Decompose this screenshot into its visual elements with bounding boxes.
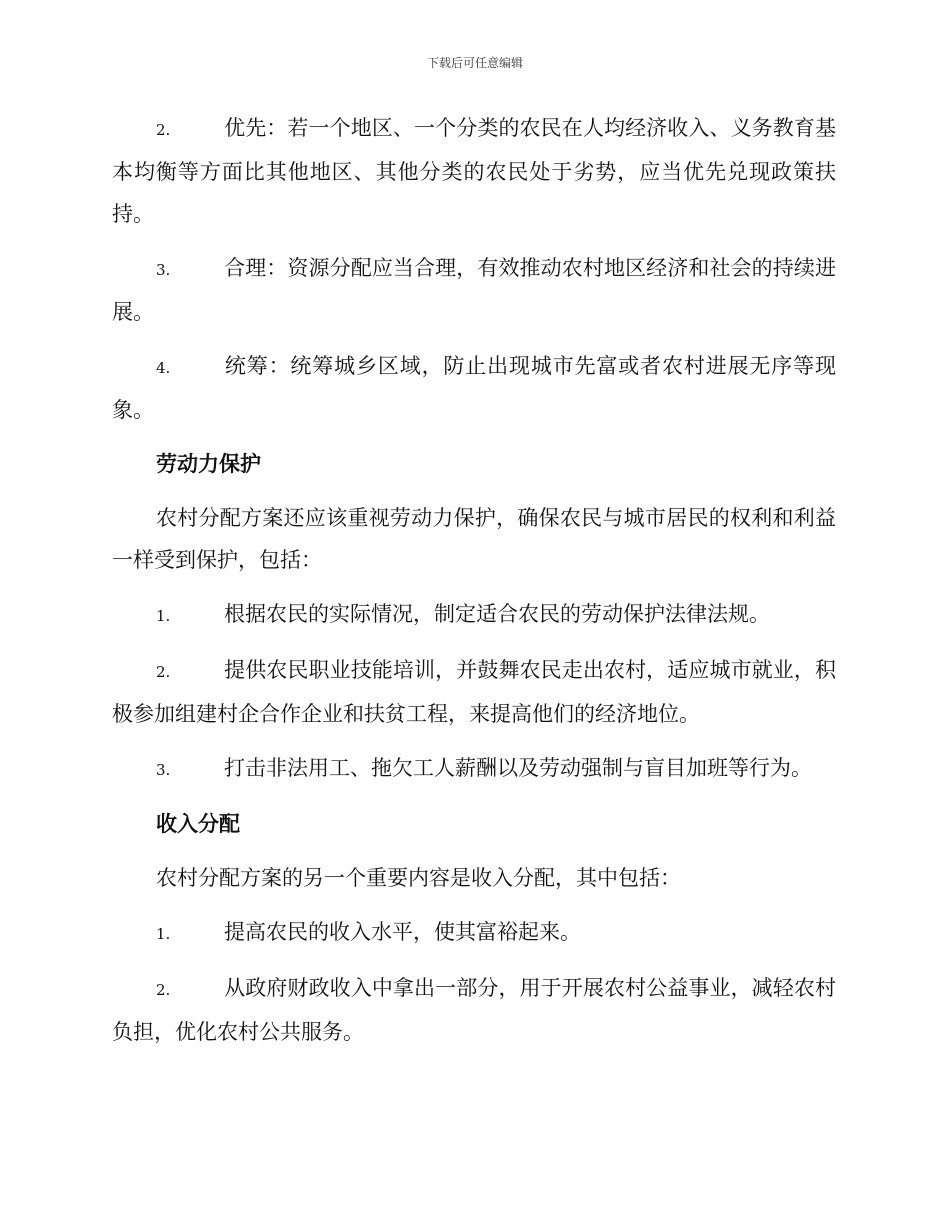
document-body [112,107,836,1065]
list-number: 2. [156,663,171,681]
page-header: 下载后可任意编辑 [426,56,523,70]
list-text: 提高农民的收入水平，使其富裕起来。 [224,920,581,944]
list-text: 优先：若一个地区、一个分类的农民在人均经济收入、义务教育基本均衡等方面比其他地区、其他分类的农民处于劣势，应当优先兑现政策扶持。 [112,116,836,226]
section-heading-labor: 劳动力保护 [156,452,261,476]
list-item [112,911,836,955]
list-number: 2. [156,121,171,139]
list-text: 从政府财政收入中拿出一部分，用于开展农村公益事业，减轻农村负担，优化农村公共服务。 [112,976,836,1044]
list-item [112,649,836,735]
list-item [112,967,836,1053]
paragraph-income-intro: 农村分配方案的另一个重要内容是收入分配，其中包括： [156,866,681,890]
list-item [112,247,836,333]
list-number: 3. [156,761,171,779]
list-text: 打击非法用工、拖欠工人薪酬以及劳动强制与盲目加班等行为。 [224,756,812,780]
list-number: 2. [156,981,171,999]
list-text: 根据农民的实际情况，制定适合农民的劳动保护法律法规。 [224,602,770,626]
paragraph-labor-intro: 农村分配方案还应该重视劳动力保护，确保农民与城市居民的权利和利益一样受到保护，包括： [112,506,836,572]
list-item [112,593,836,637]
list-number: 4. [156,359,171,377]
list-number: 1. [156,925,171,943]
list-text: 统筹：统筹城乡区域，防止出现城市先富或者农村进展无序等现象。 [112,354,836,422]
list-text: 合理：资源分配应当合理，有效推动农村地区经济和社会的持续进展。 [112,256,836,324]
list-item [112,747,836,791]
list-text: 提供农民职业技能培训，并鼓舞农民走出农村，适应城市就业，积极参加组建村企合作企业和扶贫工程，来提高他们的经济地位。 [112,658,836,726]
list-number: 3. [156,261,171,279]
list-item [112,107,836,235]
list-number: 1. [156,607,171,625]
section-heading-income: 收入分配 [156,812,240,836]
list-item [112,345,836,431]
